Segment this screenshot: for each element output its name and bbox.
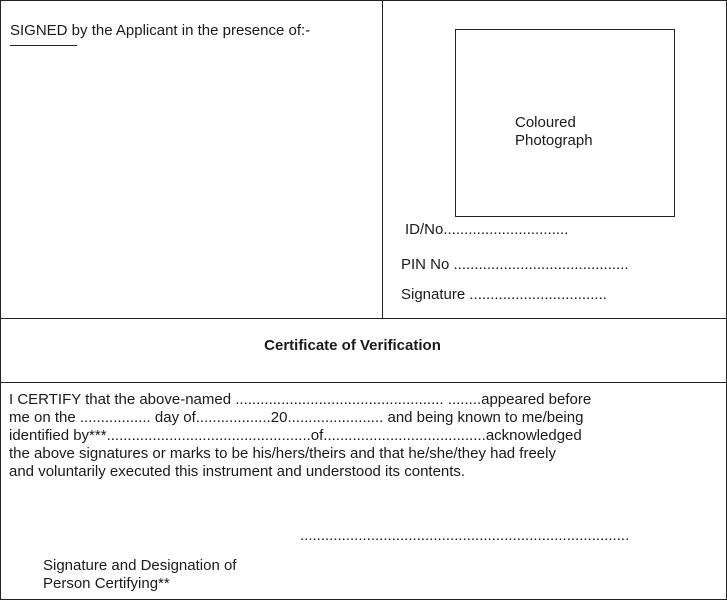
signed-rest: by the Applicant in the presence of:- xyxy=(67,22,311,39)
certificate-body xyxy=(9,391,709,481)
section-divider-2 xyxy=(0,382,727,383)
signed-underline xyxy=(10,45,77,46)
signature-field: Signature ................................. xyxy=(401,286,607,303)
certificate-body-line: I CERTIFY that the above-named .................................................. ........appeared before xyxy=(9,391,592,408)
signed-word: SIGNED xyxy=(10,22,68,39)
certificate-body-line: identified by***.................................................of.......................................acknowledged xyxy=(9,427,582,444)
photo-label-line2: Photograph xyxy=(515,132,593,149)
signed-statement xyxy=(10,22,310,40)
certificate-body-line: the above signatures or marks to be his/hers/theirs and that he/she/they had freely xyxy=(9,445,556,462)
section-divider-1 xyxy=(0,318,727,319)
photo-box xyxy=(455,29,675,217)
certifier-label-line1: Signature and Designation of xyxy=(43,557,237,574)
top-divider-vertical xyxy=(382,0,383,318)
certificate-title: Certificate of Verification xyxy=(264,337,441,354)
certificate-body-line: and voluntarily executed this instrument and understood its contents. xyxy=(9,463,466,480)
certifier-signature-line: ............................................................................... xyxy=(300,527,630,544)
photo-label xyxy=(515,114,593,150)
id-no-field: ID/No.............................. xyxy=(405,221,569,238)
certificate-body-line: me on the ................. day of..................20....................... and being known to me/being xyxy=(9,409,584,426)
certifier-label-line2: Person Certifying** xyxy=(43,575,170,592)
pin-no-field: PIN No .......................................... xyxy=(401,256,629,273)
photo-label-line1: Coloured xyxy=(515,114,576,131)
